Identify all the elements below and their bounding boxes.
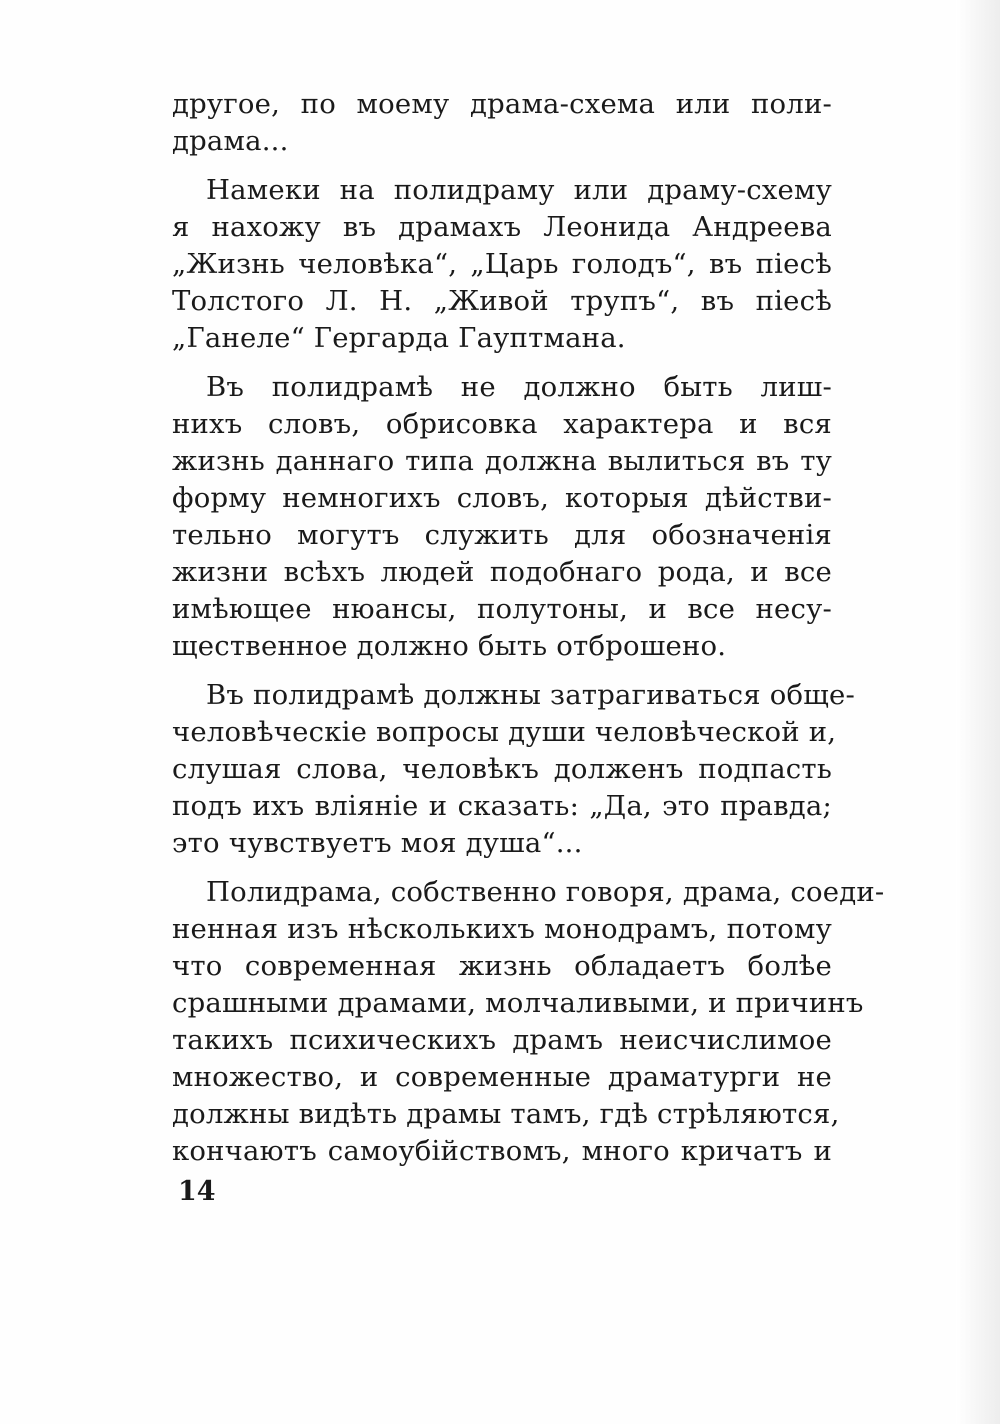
text-line: это чувствуетъ моя душа“... [172, 827, 583, 859]
text-line: такихъ психическихъ драмъ неисчислимое [172, 1024, 832, 1056]
text-line: я нахожу въ драмахъ Леонида Андреева [172, 211, 832, 243]
text-line: „Ганеле“ Гергарда Гауптмана. [172, 322, 626, 354]
text-line: Полидрама, собственно говоря, драма, соеди- [206, 876, 885, 908]
text-line: Въ полидрамѣ должны затрагиваться обще- [206, 679, 855, 711]
text-line: Въ полидрамѣ не должно быть лиш- [206, 371, 832, 403]
text-line: нихъ словъ, обрисовка характера и вся [172, 408, 832, 440]
paragraph-3 [172, 369, 832, 665]
text-line: множество, и современные драматурги не [172, 1061, 832, 1093]
text-line: ненная изъ нѣсколькихъ монодрамъ, потому [172, 913, 832, 945]
paragraph-2 [172, 172, 832, 357]
page-text [172, 86, 885, 1182]
text-line: человѣческіе вопросы души человѣческой и, [172, 716, 837, 748]
text-line: жизнь даннаго типа должна вылиться въ ту [172, 445, 832, 477]
text-line: драма... [172, 125, 289, 157]
text-line: срашными драмами, молчаливыми, и причинъ [172, 987, 864, 1019]
text-line: „Жизнь человѣка“, „Царь голодъ“, въ піесѣ [172, 248, 832, 280]
text-line: жизни всѣхъ людей подобнаго рода, и все [172, 556, 832, 588]
text-line: слушая слова, человѣкъ долженъ подпасть [172, 753, 832, 785]
paragraph-1 [172, 86, 832, 160]
text-line: должны видѣть драмы тамъ, гдѣ стрѣляются, [172, 1098, 840, 1130]
text-line: что современная жизнь обладаетъ болѣе [172, 950, 832, 982]
page-edge-shadow [956, 0, 1000, 1424]
text-line: имѣющее нюансы, полутоны, и все несу- [172, 593, 832, 625]
text-line: подъ ихъ вліяніе и сказать: „Да, это правда; [172, 790, 832, 822]
text-line: щественное должно быть отброшено. [172, 630, 727, 662]
page-number: 14 [178, 1176, 216, 1207]
text-line: Толстого Л. Н. „Живой трупъ“, въ піесѣ [172, 285, 832, 317]
paragraph-5 [172, 874, 885, 1170]
text-line: форму немногихъ словъ, которыя дѣйстви- [172, 482, 832, 514]
paragraph-4 [172, 677, 855, 862]
text-line: другое, по моему драма-схема или поли- [172, 88, 832, 120]
text-line: Намеки на полидраму или драму-схему [206, 174, 832, 206]
text-line: тельно могутъ служить для обозначенія [172, 519, 832, 551]
text-line: кончаютъ самоубійствомъ, много кричатъ и [172, 1135, 832, 1167]
